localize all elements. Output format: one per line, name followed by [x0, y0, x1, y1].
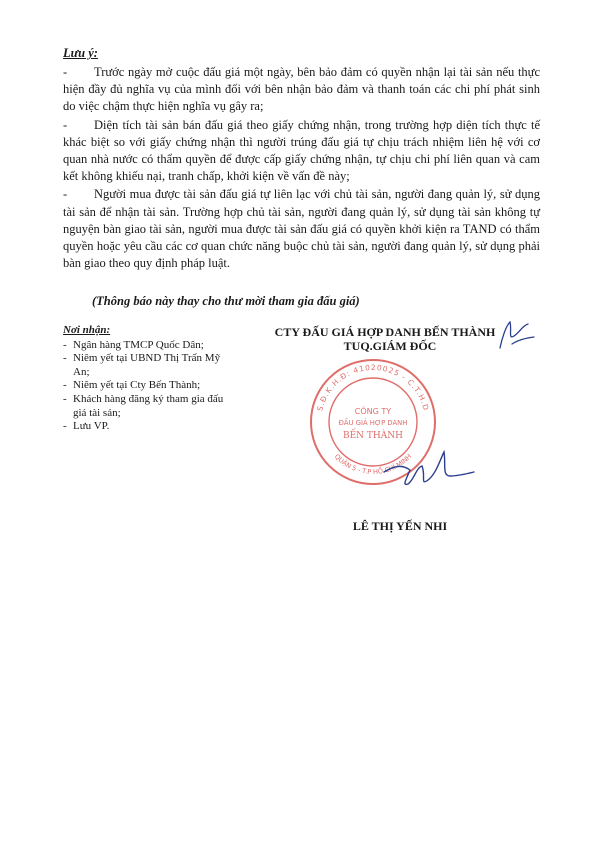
- stamp-line1: CÔNG TY: [354, 407, 392, 416]
- note-text: Diện tích tài sản bán đấu giá theo giấy chứng nhận, trong trường hợp diện tích thực tế khác biệt so với giấy chứng nhận thì người trúng đấu giá tự chịu trách nhiệm liên hệ với cơ quan nhà nước có thẩm quyền để được cấp giấy chứng nhận, tự chịu chi phí liên quan và cam kết không khiếu nại, tranh chấp, khởi kiện về vấn đề này;: [63, 117, 540, 184]
- note-item: [63, 64, 540, 116]
- note-text: Trước ngày mở cuộc đấu giá một ngày, bên bảo đảm có quyền nhận lại tài sản nếu thực hiện đầy đủ nghĩa vụ của mình đối với bên nhận bảo đảm và thanh toán các chi phí phát sinh do việc chậm thực hiện nghĩa vụ gây ra;: [63, 65, 540, 114]
- stamp-ring-text: S.Đ.K.H.Đ: 41020025 - C.T.H.D: [315, 362, 431, 412]
- note-item: [63, 117, 540, 186]
- recipients-block: [63, 324, 238, 434]
- note-dash: -: [63, 65, 68, 79]
- recipients-title: Nơi nhận:: [63, 324, 111, 336]
- notice-line: (Thông báo này thay cho thư mời tham gia đấu giá): [92, 294, 360, 308]
- stamp-line2: ĐẤU GIÁ HỢP DANH: [338, 419, 408, 427]
- recipient-dash: -: [63, 392, 67, 405]
- recipient-dash: -: [63, 420, 67, 433]
- signer-name: LÊ THỊ YẾN NHI: [352, 519, 448, 533]
- company-name: CTY ĐẤU GIÁ HỢP DANH BẾN THÀNH: [274, 325, 496, 339]
- recipient-text: Lưu VP.: [73, 420, 110, 433]
- stamp-bottom-text: QUẬN 5 - T.P HỒ CHÍ MINH: [332, 452, 414, 477]
- notes-title: Lưu ý:: [63, 46, 98, 60]
- note-text: Người mua được tài sản đấu giá tự liên lạc với chủ tài sản, người đang quản lý, sử dụng tài sản để nhận tài sản. Trường hợp chủ tài sản, người đang quản lý, sử dụng tài sản không tự nguyện bàn giao tài sản, người mua được tài sản đấu giá có quyền khởi kiện ra TAND có thẩm quyền hoặc yêu cầu các cơ quan chức năng buộc chủ tài sản, người đang quản lý, sử dụng phải bàn giao theo quy định pháp luật.: [63, 187, 540, 271]
- recipient-item: [63, 352, 238, 379]
- recipient-text: Khách hàng đăng ký tham gia đấu giá tài sản;: [73, 392, 224, 419]
- recipient-text: Niêm yết tại UBND Thị Trấn Mỹ An;: [73, 352, 221, 378]
- notes-list: [63, 64, 540, 273]
- signature-stroke: [384, 452, 474, 484]
- handwritten-signature: [380, 446, 480, 492]
- initials-stroke: [500, 322, 534, 348]
- signer-role: TUQ.GIÁM ĐỐC: [343, 339, 437, 353]
- note-dash: -: [63, 187, 68, 202]
- note-dash: -: [63, 117, 68, 132]
- stamp-line3: BẾN THÀNH: [343, 431, 403, 441]
- recipient-text: Ngân hàng TMCP Quốc Dân;: [73, 338, 204, 351]
- recipient-dash: -: [63, 379, 67, 392]
- recipient-item: [63, 420, 238, 434]
- initials-mark: [492, 318, 538, 352]
- recipient-text: Niêm yết tại Cty Bến Thành;: [73, 379, 201, 392]
- recipient-item: [63, 379, 238, 393]
- recipient-item: [63, 339, 238, 353]
- recipient-dash: -: [63, 338, 67, 351]
- recipient-dash: -: [63, 352, 67, 365]
- recipient-item: [63, 393, 238, 420]
- note-item: [63, 186, 540, 272]
